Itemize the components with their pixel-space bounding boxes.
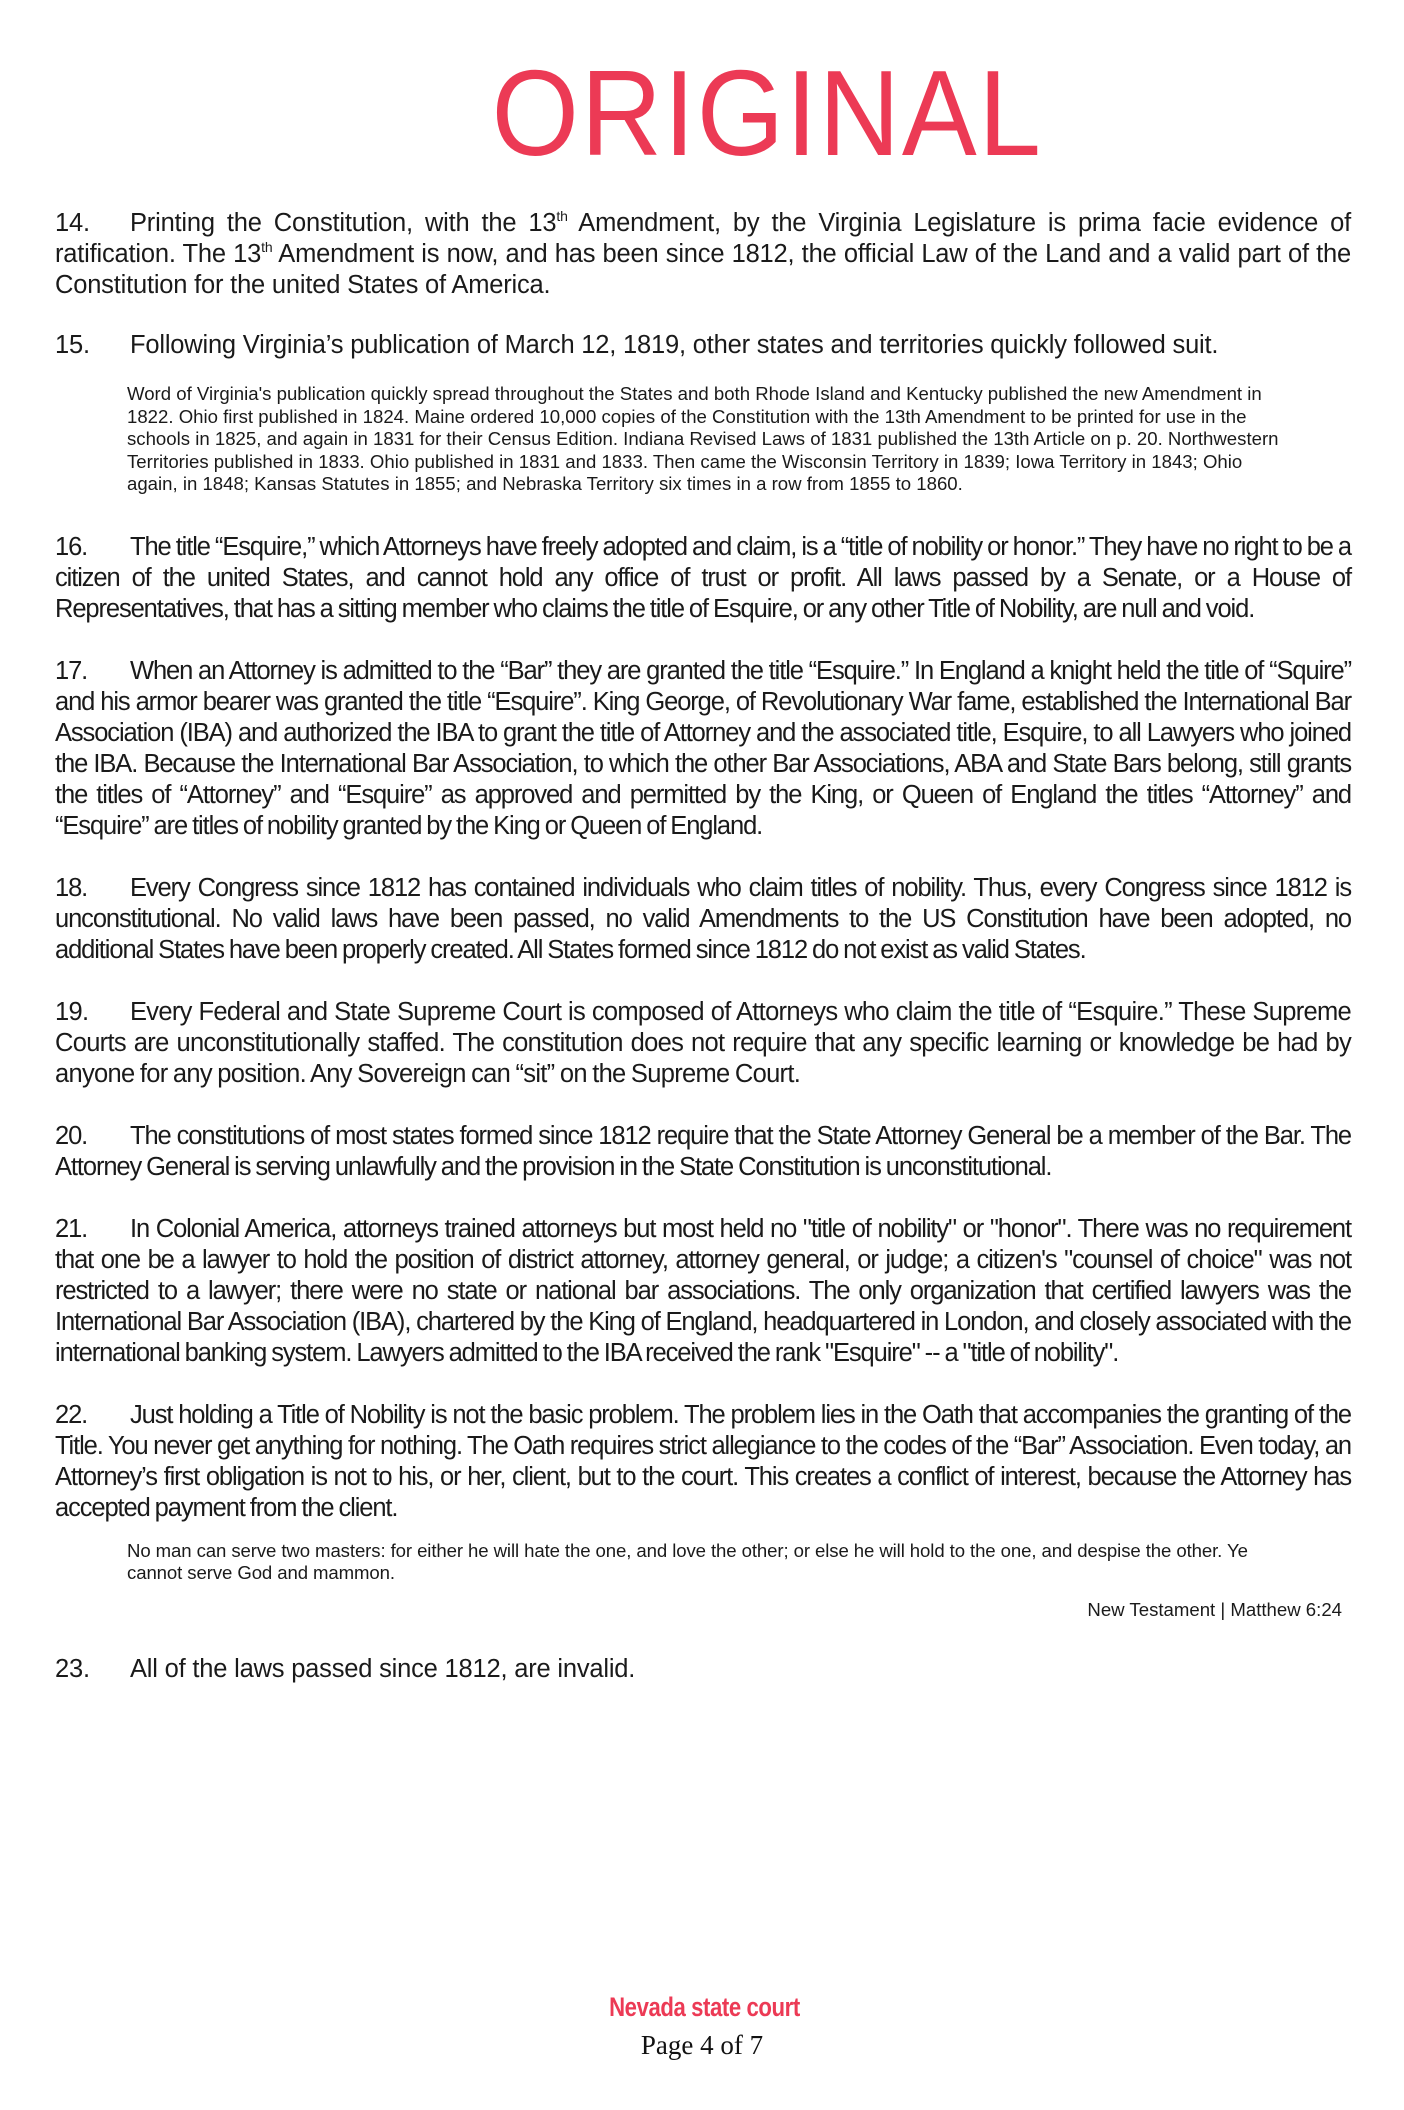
paragraph-number: 19. bbox=[55, 997, 89, 1026]
court-stamp: Nevada state court bbox=[609, 1992, 800, 2022]
paragraph-number: 14. bbox=[55, 209, 90, 237]
paragraph-number: 22. bbox=[55, 1400, 88, 1429]
paragraph-number: 15. bbox=[55, 331, 90, 359]
document-body bbox=[55, 208, 1351, 1716]
paragraph-number: 17. bbox=[55, 656, 88, 685]
paragraph-17: 17. When an Attorney is admitted to the “Bar” they are granted the title “Esquire.” In England a knight held the title of “Squire” and his armor bearer was granted the title “Esquire”. King George, of Revolutionary War fame, established the International Bar Association (IBA) and authorized the IBA to grant the title of Attorney and the associated title, Esquire, to all Lawyers who joined the IBA. Because the International Bar Association, to which the other Bar Associations, ABA and State Bars belong, still grants the titles of “Attorney” and “Esquire” as approved and permitted by the King, or Queen of England the titles “Attorney” and “Esquire” are titles of nobility granted by the King or Queen of England. bbox=[55, 656, 1351, 840]
paragraph-number: 18. bbox=[55, 873, 88, 902]
paragraph-number: 23. bbox=[55, 1654, 90, 1683]
paragraph-20: 20. The constitutions of most states formed since 1812 require that the State Attorney General be a member of the Bar. The Attorney General is serving unlawfully and the provision in the State Constitution is unconstitutional. bbox=[55, 1121, 1351, 1181]
bible-citation: New Testament | Matthew 6:24 bbox=[1087, 1598, 1342, 1620]
paragraph-number: 21. bbox=[55, 1214, 88, 1243]
paragraph-16: 16. The title “Esquire,” which Attorneys have freely adopted and claim, is a “title of nobility or honor.” They have no right to be a citizen of the united States, and cannot hold any office of trust or profit. All laws passed by a Senate, or a House of Representatives, that has a sitting member who claims the title of Esquire, or any other Title of Nobility, are null and void. bbox=[55, 532, 1351, 623]
paragraph-18: 18. Every Congress since 1812 has contained individuals who claim titles of nobility. Thus, every Congress since 1812 is unconstitutional. No valid laws have been passed, no valid Amendments to the US Constitution have been adopted, no additional States have been properly created. All States formed since 1812 do not exist as valid States. bbox=[55, 873, 1351, 964]
paragraph-14: 14. Printing the Constitution, with the 13th Amendment, by the Virginia Legislature is prima facie evidence of ratification. The 13th Amendment is now, and has been since 1812, the official Law of the Land and a valid part of the Constitution for the united States of America. bbox=[55, 208, 1352, 299]
paragraph-23: 23. All of the laws passed since 1812, are invalid. bbox=[55, 1654, 636, 1683]
bible-quote: No man can serve two masters: for either he will hate the one, and love the other; or else he will hold to the one, and despise the other. Ye cannot serve God and mammon. bbox=[127, 1539, 1248, 1583]
original-stamp: ORIGINAL bbox=[491, 45, 1043, 181]
paragraph-19: 19. Every Federal and State Supreme Court is composed of Attorneys who claim the title of “Esquire.” These Supreme Courts are unconstitutionally staffed. The constitution does not require that any specific learning or knowledge be had by anyone for any position. Any Sovereign can “sit” on the Supreme Court. bbox=[55, 997, 1351, 1088]
paragraph-number: 20. bbox=[55, 1121, 88, 1150]
page-number: Page 4 of 7 bbox=[640, 2030, 764, 2060]
paragraph-number: 16. bbox=[55, 532, 88, 561]
paragraph-22: 22. Just holding a Title of Nobility is not the basic problem. The problem lies in the Oath that accompanies the granting of the Title. You never get anything for nothing. The Oath requires strict allegiance to the codes of the “Bar” Association. Even today, an Attorney’s first obligation is not to his, or her, client, but to the court. This creates a conflict of interest, because the Attorney has accepted payment from the client. bbox=[55, 1400, 1351, 1522]
paragraph-15: 15. Following Virginia’s publication of March 12, 1819, other states and territories quickly followed suit. bbox=[55, 331, 1219, 359]
paragraph-21: 21. In Colonial America, attorneys trained attorneys but most held no "title of nobility" or "honor". There was no requirement that one be a lawyer to hold the position of district attorney, attorney general, or judge; a citizen's "counsel of choice" was not restricted to a lawyer; there were no state or national bar associations. The only organization that certified lawyers was the International Bar Association (IBA), chartered by the King of England, headquartered in London, and closely associated with the international banking system. Lawyers admitted to the IBA received the rank "Esquire" -- a "title of nobility". bbox=[55, 1214, 1351, 1367]
block-quote-publications: Word of Virginia's publication quickly spread throughout the States and both Rhode Island and Kentucky published the new Amendment in 1822. Ohio first published in 1824. Maine ordered 10,000 copies of the Constitution with the 13th Amendment to be printed for use in the schools in 1825, and again in 1831 for their Census Edition. Indiana Revised Laws of 1831 published the 13th Article on p. 20. Northwestern Territories published in 1833. Ohio published in 1831 and 1833. Then came the Wisconsin Territory in 1839; Iowa Territory in 1843; Ohio again, in 1848; Kansas Statutes in 1855; and Nebraska Territory six times in a row from 1855 to 1860. bbox=[127, 383, 1279, 494]
